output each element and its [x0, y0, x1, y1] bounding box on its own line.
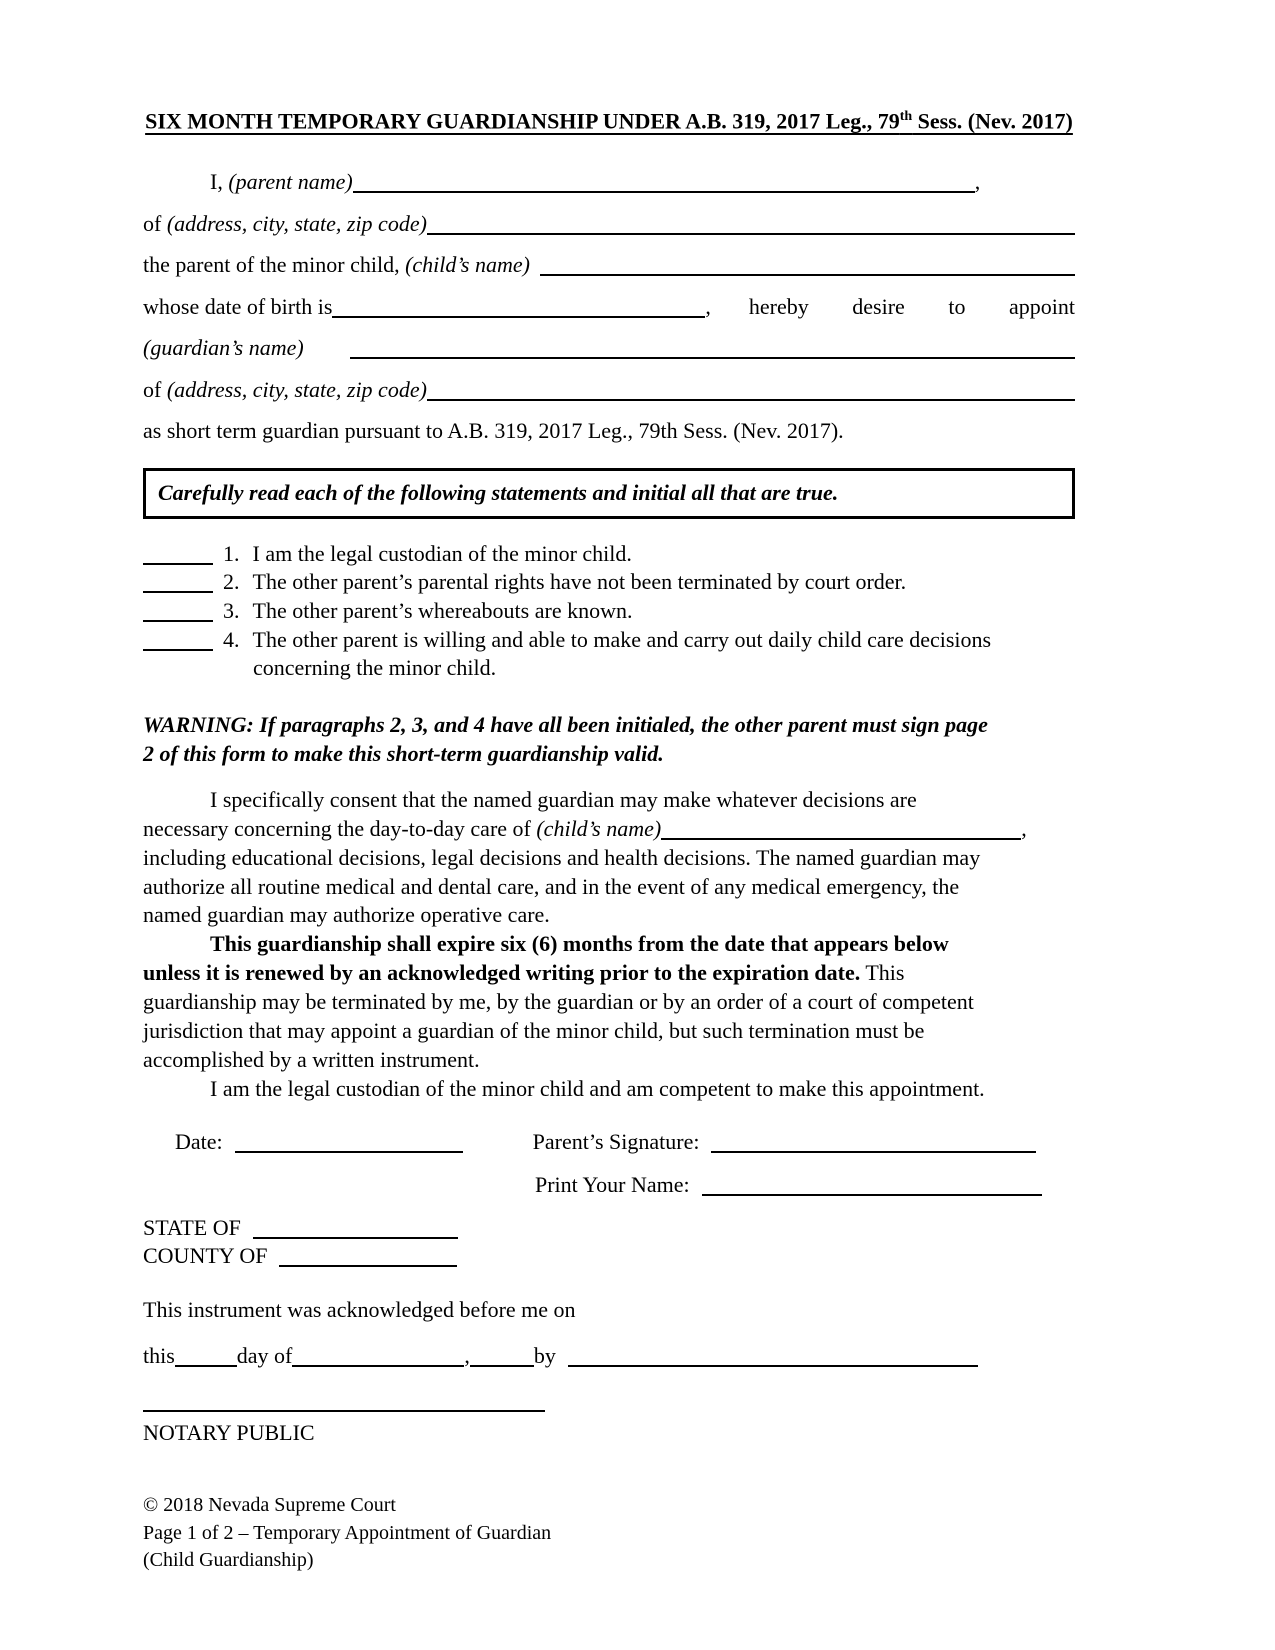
expiration-line-3: guardianship may be terminated by me, by the guardian or by an order of a court of competent: [143, 989, 974, 1015]
warning-line-2: 2 of this form to make this short-term guardianship valid.: [143, 741, 664, 767]
consent-child-name-blank[interactable]: [661, 835, 1021, 840]
statement-1: [143, 540, 1090, 569]
parent-name-comma: ,: [974, 169, 981, 195]
parent-address-blank[interactable]: [427, 230, 1075, 235]
day-of-label: day of: [236, 1342, 293, 1368]
statement-2-text: The other parent’s parental rights have not been terminated by court order.: [252, 569, 907, 595]
parent-address-lead: of (address, city, state, zip code): [143, 210, 427, 236]
parent-name-lead: I,: [210, 169, 229, 195]
parent-address-label: (address, city, state, zip code): [166, 210, 427, 236]
statement-3: [143, 597, 1090, 626]
statement-1-text: I am the legal custodian of the minor child.: [252, 540, 632, 566]
print-name-row: [143, 1172, 1075, 1198]
child-name-blank[interactable]: [540, 271, 1075, 276]
by-label: by: [533, 1342, 556, 1368]
word-hereby: hereby: [748, 293, 809, 319]
warning-paragraph: [143, 710, 1075, 769]
line-guardian-name: [143, 327, 1075, 369]
statement-3-number: 3.: [223, 598, 240, 624]
ack-day-blank[interactable]: [175, 1362, 237, 1367]
expiration-paragraph: [143, 930, 1075, 1103]
competency-statement: I am the legal custodian of the minor child and am competent to make this appointment.: [210, 1075, 985, 1101]
expiration-line-4: jurisdiction that may appoint a guardian of the minor child, but such termination must be: [143, 1018, 925, 1044]
child-name-label: (child’s name): [405, 252, 530, 278]
consent-child-name-label: (child’s name): [536, 815, 662, 841]
venue-block: [143, 1214, 1075, 1270]
form-title-tail: Sess. (Nev. 2017): [912, 108, 1073, 134]
line-child-name: [143, 244, 1075, 286]
line-statute-reference: as short term guardian pursuant to A.B. 319, 2017 Leg., 79th Sess. (Nev. 2017).: [143, 418, 844, 444]
form-title-main: SIX MONTH TEMPORARY GUARDIANSHIP UNDER A.B. 319, 2017 Leg., 79: [145, 108, 900, 134]
parent-name-label: (parent name): [228, 169, 353, 195]
word-desire: desire: [852, 293, 905, 319]
consent-line-2: [143, 815, 1075, 844]
child-name-lead: the parent of the minor child, (child’s name): [143, 252, 530, 278]
guardian-name-blank[interactable]: [350, 354, 1075, 359]
word-to: to: [948, 293, 966, 319]
form-title: [143, 103, 1075, 135]
dob-blank[interactable]: [332, 313, 705, 318]
print-name-label: Print Your Name:: [535, 1171, 690, 1197]
statement-3-initial-blank[interactable]: [143, 617, 213, 622]
statement-4-number: 4.: [223, 626, 240, 652]
expiration-line-2-rest: This: [860, 960, 905, 986]
statement-2: [143, 568, 1090, 597]
consent-comma: ,: [1021, 815, 1027, 841]
statement-4: [143, 626, 1090, 683]
parent-signature-label: Parent’s Signature:: [532, 1128, 700, 1154]
state-blank[interactable]: [253, 1234, 458, 1239]
expiration-line-2-bold: unless it is renewed by an acknowledged writing prior to the expiration date.: [143, 960, 861, 986]
dob-lead: whose date of birth is: [143, 293, 333, 319]
line-date-of-birth: [143, 286, 1075, 328]
line-guardian-address: [143, 369, 1075, 411]
statement-1-number: 1.: [223, 540, 240, 566]
expiration-line-2: [143, 959, 1075, 988]
date-label: Date:: [175, 1128, 223, 1154]
opening-paragraph: [143, 161, 1075, 452]
expiration-line-1: This guardianship shall expire six (6) months from the date that appears below: [210, 931, 949, 957]
expiration-line-5: accomplished by a written instrument.: [143, 1046, 480, 1072]
ack-by-blank[interactable]: [568, 1362, 978, 1367]
statement-3-text: The other parent’s whereabouts are known.: [252, 598, 633, 624]
warning-line-1: WARNING: If paragraphs 2, 3, and 4 have all been initialed, the other parent must sign page: [143, 711, 988, 737]
parent-signature-blank[interactable]: [711, 1148, 1036, 1153]
this-label: this: [143, 1342, 175, 1368]
statement-1-initial-blank[interactable]: [143, 560, 213, 565]
statement-2-initial-blank[interactable]: [143, 588, 213, 593]
guardian-address-label: (address, city, state, zip code): [166, 376, 427, 402]
statement-2-number: 2.: [223, 569, 240, 595]
ack-comma: ,: [464, 1342, 470, 1368]
justified-words: [711, 286, 1075, 328]
form-title-superscript: th: [899, 109, 913, 124]
initial-instructions-text: Carefully read each of the following statements and initial all that are true.: [158, 479, 839, 505]
acknowledgment-date-line: [143, 1343, 1075, 1369]
ack-year-blank[interactable]: [470, 1362, 534, 1367]
county-of-label: COUNTY OF: [143, 1242, 268, 1268]
consent-line-3: including educational decisions, legal decisions and health decisions. The named guardian may: [143, 844, 981, 870]
statement-4-text: The other parent is willing and able to make and carry out daily child care decisions concerning the minor child.: [252, 626, 992, 681]
notary-signature-area: [143, 1392, 1075, 1448]
consent-line-4: authorize all routine medical and dental care, and in the event of any medical emergency, the: [143, 873, 960, 899]
word-appoint: appoint: [1008, 293, 1075, 319]
consent-line-5: named guardian may authorize operative care.: [143, 902, 550, 928]
consent-child-name-lead: necessary concerning the day-to-day care of: [143, 815, 537, 841]
line-parent-name: [143, 161, 1075, 203]
dob-comma: ,: [705, 293, 711, 319]
consent-line-1: I specifically consent that the named guardian may make whatever decisions are: [210, 786, 917, 812]
page-footer: [143, 1492, 551, 1575]
footer-copyright: © 2018 Nevada Supreme Court: [143, 1494, 396, 1516]
statement-4-initial-blank[interactable]: [143, 646, 213, 651]
county-blank[interactable]: [279, 1262, 457, 1267]
ack-month-blank[interactable]: [292, 1362, 464, 1367]
statements-list: [143, 540, 1090, 683]
date-signature-row: [143, 1129, 1075, 1155]
line-parent-address: [143, 203, 1075, 245]
state-of-label: STATE OF: [143, 1214, 241, 1240]
guardian-name-label: (guardian’s name): [143, 335, 304, 361]
state-of-line: [143, 1214, 1075, 1242]
print-name-blank[interactable]: [702, 1191, 1042, 1196]
guardian-address-lead: of (address, city, state, zip code): [143, 376, 427, 402]
guardian-address-blank[interactable]: [427, 396, 1075, 401]
county-of-line: [143, 1242, 1075, 1270]
parent-name-blank[interactable]: [353, 188, 975, 193]
footer-form-name: (Child Guardianship): [143, 1549, 314, 1572]
date-blank[interactable]: [235, 1148, 463, 1153]
consent-paragraph: [143, 786, 1075, 931]
notary-public-label: NOTARY PUBLIC: [143, 1419, 315, 1445]
acknowledgment-statement: This instrument was acknowledged before me on: [143, 1296, 576, 1322]
notary-signature-blank[interactable]: [143, 1407, 545, 1412]
footer-page-number: Page 1 of 2 – Temporary Appointment of Guardian: [143, 1521, 552, 1544]
initial-instructions-box: [143, 468, 1075, 519]
